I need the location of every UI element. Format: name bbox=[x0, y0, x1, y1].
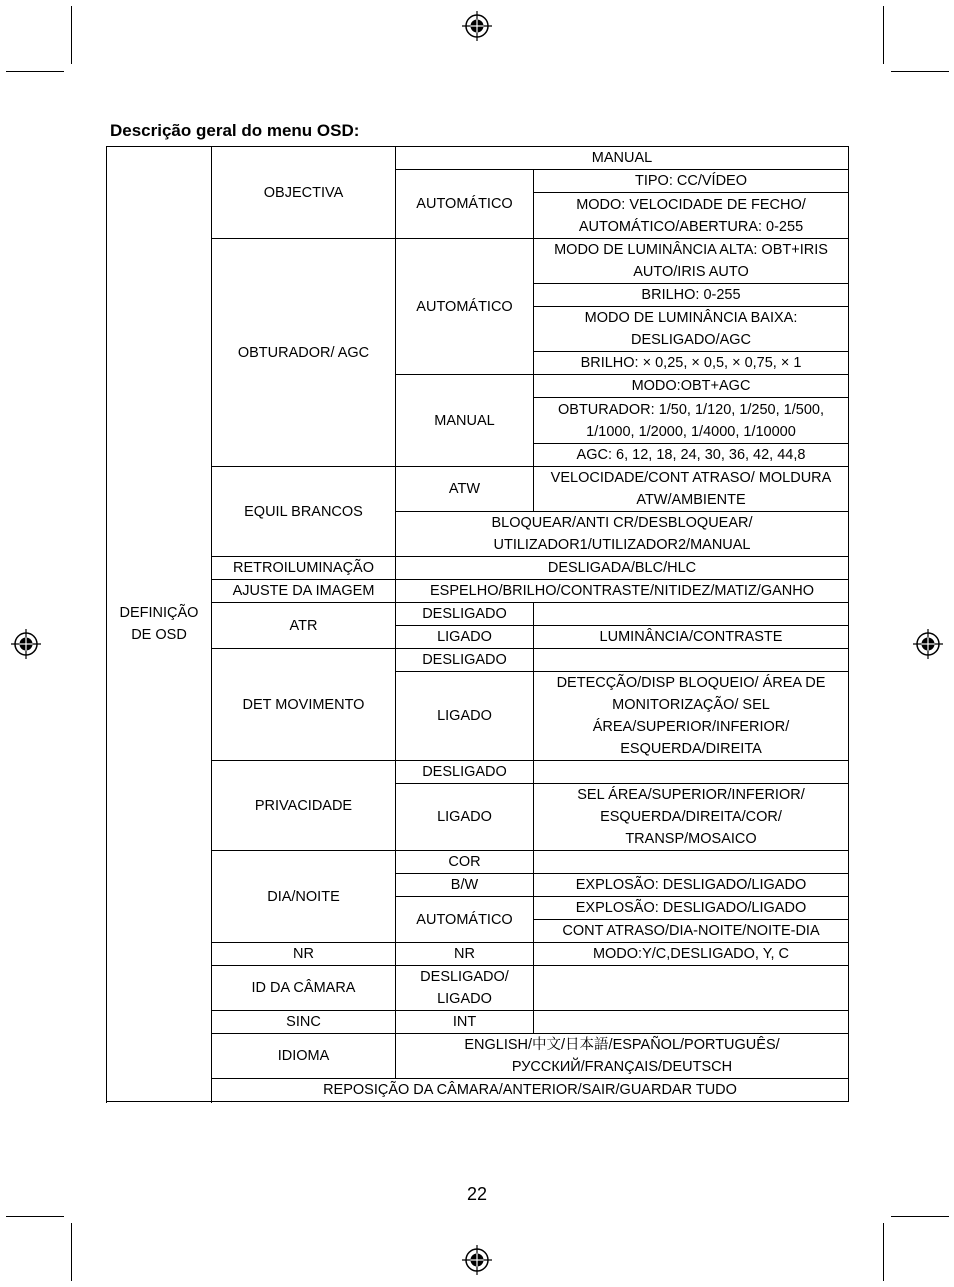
dia-auto-opt2: CONT ATRASO/DIA-NOITE/NOITE-DIA bbox=[534, 920, 849, 943]
obturador-auto: AUTOMÁTICO bbox=[396, 239, 534, 375]
osd-menu-table bbox=[106, 146, 849, 1102]
registration-mark-icon bbox=[461, 10, 493, 42]
priv-off-empty bbox=[534, 761, 849, 784]
obturador-valores: OBTURADOR: 1/50, 1/120, 1/250, 1/500, 1/1000, 1/2000, 1/4000, 1/10000 bbox=[534, 398, 849, 444]
page-number: 22 bbox=[466, 1184, 488, 1204]
menu-item-atr: ATR bbox=[212, 603, 396, 649]
obturador-lum-alta: MODO DE LUMINÂNCIA ALTA: OBT+IRIS AUTO/IRIS AUTO bbox=[534, 239, 849, 284]
objectiva-manual: MANUAL bbox=[396, 147, 849, 170]
menu-item-nr: NR bbox=[212, 943, 396, 966]
menu-item-reset: REPOSIÇÃO DA CÂMARA/ANTERIOR/SAIR/GUARDAR TUDO bbox=[212, 1079, 849, 1102]
menu-item-sinc: SINC bbox=[212, 1011, 396, 1034]
crop-mark bbox=[71, 6, 72, 64]
crop-mark bbox=[891, 1216, 949, 1217]
id-empty bbox=[534, 966, 849, 1011]
page-title: Descrição geral do menu OSD: bbox=[110, 121, 360, 140]
registration-mark-icon bbox=[912, 628, 944, 660]
crop-mark bbox=[891, 71, 949, 72]
equil-other-opts: BLOQUEAR/ANTI CR/DESBLOQUEAR/ UTILIZADOR1/UTILIZADOR2/MANUAL bbox=[396, 512, 849, 557]
objectiva-auto: AUTOMÁTICO bbox=[396, 170, 534, 239]
objectiva-modo: MODO: VELOCIDADE DE FECHO/ AUTOMÁTICO/ABERTURA: 0-255 bbox=[534, 193, 849, 239]
crop-mark bbox=[6, 1216, 64, 1217]
atr-off-empty bbox=[534, 603, 849, 626]
registration-mark-icon bbox=[461, 1244, 493, 1276]
det-off: DESLIGADO bbox=[396, 649, 534, 672]
det-on-opts: DETECÇÃO/DISP BLOQUEIO/ ÁREA DE MONITORIZAÇÃO/ SEL ÁREA/SUPERIOR/INFERIOR/ ESQUERDA/DIREITA bbox=[534, 672, 849, 761]
menu-item-det-movimento: DET MOVIMENTO bbox=[212, 649, 396, 761]
menu-item-objectiva: OBJECTIVA bbox=[212, 147, 396, 239]
obturador-manual: MANUAL bbox=[396, 375, 534, 467]
idioma-opts: ENGLISH/中文/日本語/ESPAÑOL/PORTUGUÊS/ РУССКИЙ/FRANÇAIS/DEUTSCH bbox=[396, 1034, 849, 1079]
crop-mark bbox=[883, 1223, 884, 1281]
menu-item-obturador: OBTURADOR/ AGC bbox=[212, 239, 396, 467]
atr-on-opts: LUMINÂNCIA/CONTRASTE bbox=[534, 626, 849, 649]
osd-root-cell: DEFINIÇÃO DE OSD bbox=[107, 147, 212, 1102]
obturador-agc: AGC: 6, 12, 18, 24, 30, 36, 42, 44,8 bbox=[534, 444, 849, 467]
obturador-lum-baixa: MODO DE LUMINÂNCIA BAIXA: DESLIGADO/AGC bbox=[534, 307, 849, 352]
dia-cor: COR bbox=[396, 851, 534, 874]
crop-mark bbox=[883, 6, 884, 64]
dia-auto-opt1: EXPLOSÃO: DESLIGADO/LIGADO bbox=[534, 897, 849, 920]
crop-mark bbox=[71, 1223, 72, 1281]
menu-item-id-camara: ID DA CÂMARA bbox=[212, 966, 396, 1011]
menu-item-retroiluminacao: RETROILUMINAÇÃO bbox=[212, 557, 396, 580]
equil-atw-opts: VELOCIDADE/CONT ATRASO/ MOLDURA ATW/AMBIENTE bbox=[534, 467, 849, 512]
menu-item-equil-brancos: EQUIL BRANCOS bbox=[212, 467, 396, 557]
dia-auto: AUTOMÁTICO bbox=[396, 897, 534, 943]
equil-atw: ATW bbox=[396, 467, 534, 512]
priv-on: LIGADO bbox=[396, 784, 534, 851]
obturador-brilho: BRILHO: 0-255 bbox=[534, 284, 849, 307]
id-value: DESLIGADO/ LIGADO bbox=[396, 966, 534, 1011]
dia-cor-empty bbox=[534, 851, 849, 874]
dia-bw: B/W bbox=[396, 874, 534, 897]
ajuste-opts: ESPELHO/BRILHO/CONTRASTE/NITIDEZ/MATIZ/GANHO bbox=[396, 580, 849, 603]
objectiva-tipo: TIPO: CC/VÍDEO bbox=[534, 170, 849, 193]
sinc-empty bbox=[534, 1011, 849, 1034]
atr-off: DESLIGADO bbox=[396, 603, 534, 626]
obturador-brilho-mult: BRILHO: × 0,25, × 0,5, × 0,75, × 1 bbox=[534, 352, 849, 375]
priv-on-opts: SEL ÁREA/SUPERIOR/INFERIOR/ ESQUERDA/DIREITA/COR/ TRANSP/MOSAICO bbox=[534, 784, 849, 851]
obturador-modo-manual: MODO:OBT+AGC bbox=[534, 375, 849, 398]
menu-item-dia-noite: DIA/NOITE bbox=[212, 851, 396, 943]
registration-mark-icon bbox=[10, 628, 42, 660]
atr-on: LIGADO bbox=[396, 626, 534, 649]
priv-off: DESLIGADO bbox=[396, 761, 534, 784]
menu-item-ajuste-imagem: AJUSTE DA IMAGEM bbox=[212, 580, 396, 603]
det-off-empty bbox=[534, 649, 849, 672]
crop-mark bbox=[6, 71, 64, 72]
retro-opts: DESLIGADA/BLC/HLC bbox=[396, 557, 849, 580]
menu-item-privacidade: PRIVACIDADE bbox=[212, 761, 396, 851]
det-on: LIGADO bbox=[396, 672, 534, 761]
nr-opts: MODO:Y/C,DESLIGADO, Y, C bbox=[534, 943, 849, 966]
menu-item-idioma: IDIOMA bbox=[212, 1034, 396, 1079]
nr-value: NR bbox=[396, 943, 534, 966]
sinc-value: INT bbox=[396, 1011, 534, 1034]
dia-bw-opts: EXPLOSÃO: DESLIGADO/LIGADO bbox=[534, 874, 849, 897]
